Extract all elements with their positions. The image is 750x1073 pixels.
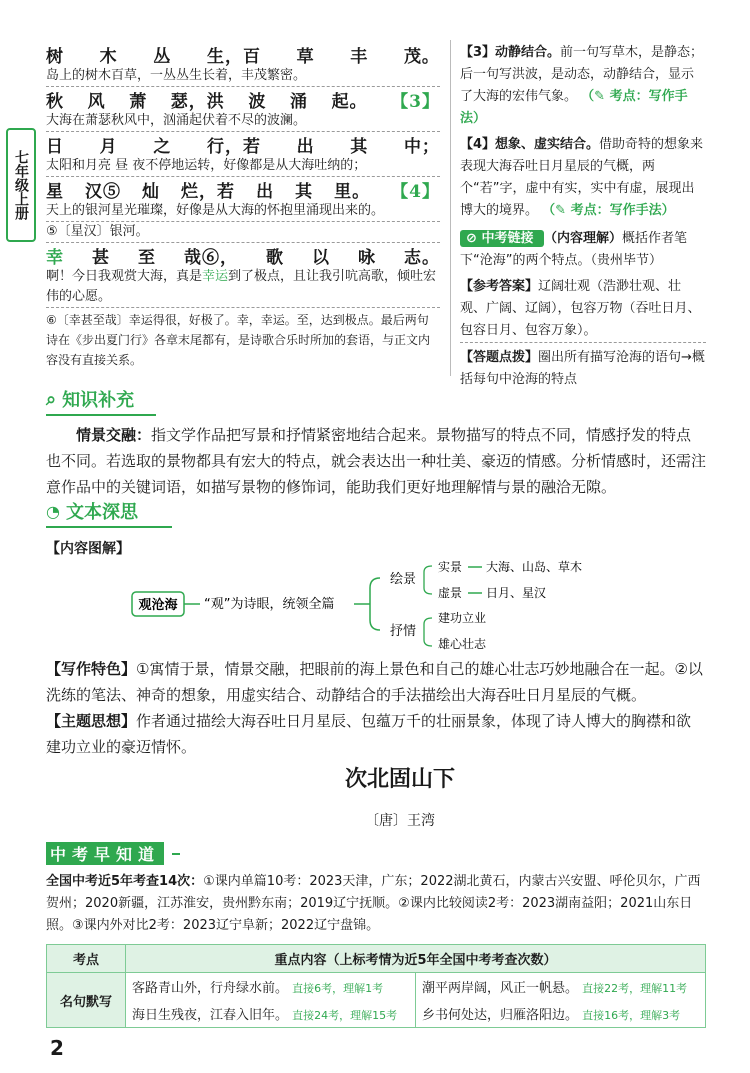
diagram-brace-main	[370, 578, 380, 630]
poem-char: 波	[248, 92, 267, 112]
writing-features-tag: 【写作特色】	[46, 660, 137, 678]
poem-left-column	[46, 42, 440, 370]
poem-line	[46, 87, 440, 111]
exam-link-text: 概括作者笔下“沧海”的两个特点。（贵州毕节）	[460, 231, 688, 268]
poem-char: 咏	[358, 248, 376, 268]
poem2-title: 次北固山下	[344, 766, 455, 792]
quote-3: 海日生残夜，江春入旧年。	[132, 1008, 289, 1023]
column-divider	[450, 40, 451, 376]
poem-line	[46, 243, 440, 267]
poem-char: 起。	[331, 92, 368, 112]
early-title-rule	[172, 853, 180, 855]
poem-translation: 天上的银河星光璀璨，好像是从大海的怀抱里涌现出来的。	[46, 201, 440, 222]
table-header-content: 重点内容（上标考情为近5年全国中考考查次数）	[126, 945, 706, 973]
poem-char: 瑟，洪	[170, 92, 225, 112]
poem-char: 日	[46, 137, 64, 157]
early-section	[46, 842, 706, 937]
deep-header	[46, 498, 706, 524]
knowledge-term: 情景交融：	[76, 426, 152, 444]
poem-char: 月	[99, 137, 118, 157]
tip-tag: 【答题点拨】	[460, 350, 539, 365]
table-header-row	[47, 945, 706, 973]
poem-char: 烂，若	[181, 182, 236, 202]
poem-char: 丛	[153, 47, 172, 67]
exam-link-box	[460, 228, 706, 272]
quote-1-note: 直接6考，理解1考	[292, 982, 384, 995]
early-header	[46, 842, 706, 865]
features-block	[46, 656, 706, 760]
poem-char: 中；	[403, 137, 440, 157]
exam-link-title: 中考链接	[481, 231, 534, 246]
poem-char: 幸	[46, 248, 64, 268]
diagram-ambition-1: 建功立业	[438, 611, 487, 625]
annotation-3-tag: 【3】动静结合。	[460, 45, 561, 60]
fan-icon: ◔	[46, 501, 60, 521]
content-diagram	[120, 556, 640, 656]
pen-icon: ✎	[594, 89, 606, 104]
poem-char: 生，百	[206, 47, 261, 67]
poem-char: 汉⑤	[85, 182, 122, 202]
poem-char: 以	[312, 248, 330, 268]
poem-char: 之	[153, 137, 172, 157]
early-lead: 全国中考近5年考查14次：	[46, 874, 204, 889]
knowledge-title: 知识补充	[62, 390, 135, 411]
exam-point-4-label: 考点：写作手法	[570, 203, 662, 218]
quote-4-note: 直接16考，理解3考	[582, 1009, 681, 1022]
quote-4: 乡书何处达，归雁洛阳边。	[422, 1008, 579, 1023]
poem-char: 灿	[142, 182, 161, 202]
poem-char: 星	[46, 182, 64, 202]
poem-char: 志。	[404, 248, 440, 268]
writing-features-text: ①寓情于景，情景交融，把眼前的海上景色和自己的雄心壮志巧妙地融合在一起。②以洗练的笔法、神奇的想象，用虚实结合、动静结合的手法描绘出大海吞吐日月星辰的气概。	[46, 660, 703, 704]
answer-tag: 【参考答案】	[460, 279, 539, 294]
diagram-root: 观沧海	[138, 598, 178, 613]
theme	[46, 708, 706, 760]
quote-1: 客路青山外，行舟绿水前。	[132, 981, 289, 996]
link-icon: ⊘	[466, 231, 477, 246]
poem-char: 风	[87, 92, 106, 112]
table-row	[47, 1000, 706, 1028]
quote-3-note: 直接24考，理解15考	[292, 1009, 398, 1022]
early-text	[46, 871, 706, 937]
table-cell	[416, 973, 706, 1001]
poem-translation: 岛上的树木百草，一丛丛生长着，丰茂繁密。	[46, 66, 440, 87]
poem-char: 里。	[334, 182, 371, 202]
tip-block	[460, 347, 706, 391]
diagram-virtual-scene: 虚景	[438, 586, 463, 600]
exam-link-badge	[460, 230, 544, 247]
diagram-virtual-scene-items: 日月、星汉	[486, 586, 547, 600]
poem-char: 丰	[350, 47, 369, 67]
answer-text: 辽阔壮观（浩渺壮观、壮观、广阔、辽阔），包容万物（吞吐日月、包容日月、包容万象）。	[460, 279, 701, 338]
poem-char: 行，若	[206, 137, 261, 157]
deep-section	[46, 498, 706, 558]
poem-char: 甚	[92, 248, 110, 268]
table-row-label: 名句默写	[47, 973, 126, 1028]
annotation-4-tag: 【4】想象、虚实结合。	[460, 137, 600, 152]
poem-char: 歌	[266, 248, 284, 268]
exam-link-tag: （内容理解）	[543, 231, 622, 246]
diagram-branch-scene: 绘景	[390, 572, 417, 587]
annotation-marker: 【3】	[391, 92, 440, 112]
knowledge-header	[46, 386, 706, 412]
page-number: 2	[50, 1036, 64, 1060]
knowledge-underline	[46, 414, 156, 416]
tip-text: 圈出所有描写沧海的语句→概括每句中沧海的特点	[460, 350, 705, 387]
diagram-brace-emotion	[424, 618, 432, 646]
poem-line	[46, 132, 440, 156]
pen-icon: ✎	[555, 203, 567, 218]
footnote-6: ⑥〔幸甚至哉〕幸运得很，好极了。幸，幸运。至，达到极点。最后两句诗在《步出夏门行》各章末尾都有，是诗歌合乐时所加的套语，与正文内容没有直接关系。	[46, 313, 431, 367]
annotation-4-text: 借助奇特的想象来表现大海吞吐日月星辰的气概，两个“若”字，虚中有实，实中有虚，展现出博大的境界。	[460, 137, 704, 218]
diagram-brace-scene	[424, 566, 432, 594]
poem-char: 涌	[289, 92, 308, 112]
table-cell	[416, 1000, 706, 1028]
poem-char: 其	[295, 182, 314, 202]
table-cell	[126, 1000, 416, 1028]
poem-translation: 大海在萧瑟秋风中，汹涌起伏着不尽的波澜。	[46, 111, 440, 132]
diagram-real-scene: 实景	[438, 560, 463, 574]
early-body: ①课内单篇10考：2023天津，广东；2022湖北黄石，内蒙古兴安盟、呼伦贝尔，广西贺州；2020新疆，江苏淮安，贵州黔东南；2019辽宁抚顺。②课内比较阅读2考：2023湖南益阳；2021山东日照。③课内外对比2考：2023辽宁阜新；2022辽宁盘锦。	[46, 874, 701, 933]
early-title: 中考早知道	[46, 842, 164, 865]
table-row	[47, 973, 706, 1001]
deep-title: 文本深思	[65, 502, 138, 523]
annotation-4	[460, 134, 706, 222]
deep-underline	[46, 526, 172, 528]
poem-line	[46, 42, 440, 66]
diagram-branch-emotion: 抒情	[390, 624, 417, 639]
diagram-real-scene-items: 大海、山岛、草木	[486, 560, 583, 574]
poem-translation: 啊！今日我观赏大海，真是幸运到了极点，且让我引吭高歌，倾吐宏伟的心愿。	[46, 267, 440, 308]
answer-block	[460, 276, 706, 343]
key-content-table	[46, 944, 706, 1028]
exam-point-3-label: 考点：写作手法	[460, 89, 688, 126]
poem-line	[46, 177, 440, 201]
footnote-5: ⑤〔星汉〕银河。	[46, 222, 440, 243]
table-cell	[126, 973, 416, 1001]
theme-tag: 【主题思想】	[46, 712, 137, 730]
knowledge-text: 指文学作品把写景和抒情紧密地结合起来。景物描写的特点不同，情感抒发的特点也不同。若选取的景物都具有宏大的特点，就会表达出一种壮美、豪迈的情感。分析情感时，还需注意作品中的关键词语，如描写景物的修饰词，能助我们更好地理解情与景的融洽无隙。	[46, 426, 707, 496]
poem-char: 秋	[46, 92, 64, 112]
poem-char: 至	[138, 248, 156, 268]
poem-char: 其	[350, 137, 369, 157]
table-header-point: 考点	[47, 945, 126, 973]
content-diagram-tag: 【内容图解】	[46, 541, 130, 557]
writing-features	[46, 656, 706, 708]
quote-2-note: 直接22考，理解11考	[582, 982, 688, 995]
knowledge-section	[46, 386, 706, 500]
poem-char: 出	[296, 137, 315, 157]
poem-char: 出	[256, 182, 275, 202]
poem-char: 茂。	[403, 47, 440, 67]
poem2-author: 〔唐〕王湾	[365, 813, 435, 829]
annotation-3-text: 前一句写草木，是静态；后一句写洪波，是动态，动静结合，显示了大海的宏伟气象。	[460, 45, 704, 104]
poem-char: 木	[99, 47, 118, 67]
quote-2: 潮平两岸阔，风正一帆悬。	[422, 981, 579, 996]
theme-text: 作者通过描绘大海吞吐日月星辰、包蕴万千的壮丽景象，体现了诗人博大的胸襟和欲建功立业的豪迈情怀。	[46, 712, 692, 756]
grade-side-tab	[6, 128, 36, 242]
annotation-column	[460, 42, 706, 391]
highlight-word: 幸运	[202, 269, 229, 284]
diagram-root-desc: “观”为诗眼，统领全篇	[204, 597, 335, 612]
exam-point-3: （✎ 考点：写作手法）	[460, 89, 688, 126]
annotation-marker: 【4】	[391, 182, 440, 202]
knowledge-paragraph	[46, 422, 706, 500]
poem-char: 萧	[129, 92, 148, 112]
poem-char: 哉⑥，	[184, 248, 238, 268]
diagram-ambition-2: 雄心壮志	[438, 637, 487, 651]
annotation-3	[460, 42, 706, 130]
side-tab-label: 七年级上册	[13, 150, 29, 220]
poem-char: 树	[46, 47, 64, 67]
magnifier-icon: ⌕	[46, 388, 57, 410]
poem-char: 草	[296, 47, 315, 67]
poem-translation: 太阳和月亮 昼 夜不停地运转，好像都是从大海吐纳的；	[46, 156, 440, 177]
exam-point-4: （✎ 考点：写作手法）	[542, 203, 675, 218]
